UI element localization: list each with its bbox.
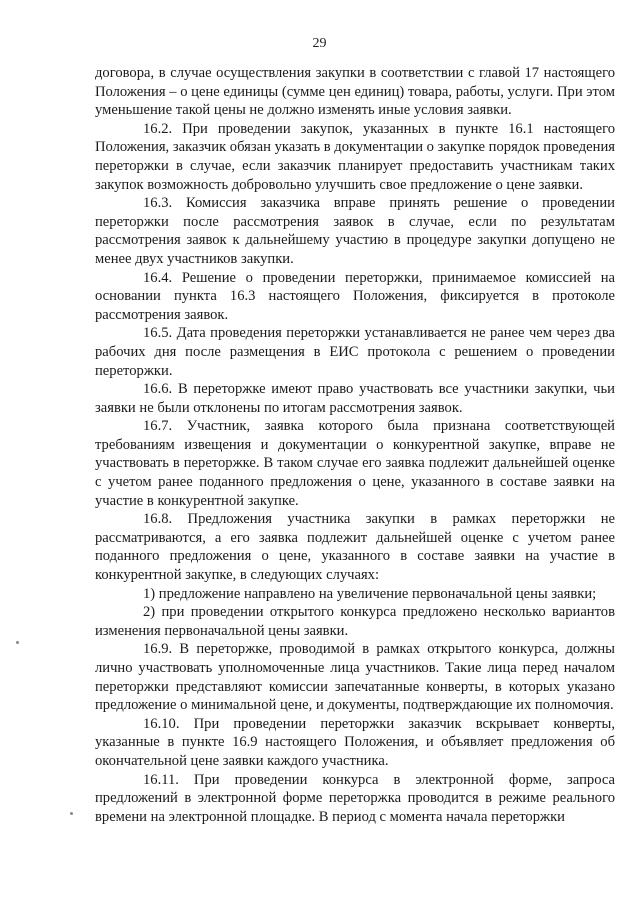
paragraph-continuation: договора, в случае осуществления закупки в соответствии с главой 17 настоящего Положения – о цене единицы (сумме цен единиц) товара, работы, услуги. При этом уменьшение такой цены не должно изменять иные условия заявки.	[95, 65, 615, 119]
paragraph-16-2: 16.2. При проведении закупок, указанных в пункте 16.1 настоящего Положения, заказчик обязан указать в документации о закупке порядок проведения переторжки в случае, если заказчик планирует предоставить участникам таких закупок возможность добровольно улучшить свое предложение о цене заявки.	[95, 120, 615, 193]
paragraph-16-10: 16.10. При проведении переторжки заказчик вскрывает конверты, указанные в пункте 16.9 настоящего Положения, и объявляет предложения об окончательной цене заявки каждого участника.	[95, 715, 615, 769]
paragraph-16-9: 16.9. В переторжке, проводимой в рамках открытого конкурса, должны лично участвовать уполномоченные лица участников. Такие лица перед началом переторжки представляют комиссии запечатанные конверты, в которых указано предложение о минимальной цене, и документы, подтверждающие их полномочия.	[95, 641, 615, 714]
scan-speck	[70, 812, 73, 815]
paragraph-16-5: 16.5. Дата проведения переторжки устанавливается не ранее чем через два рабочих дня после размещения в ЕИС протокола с решением о проведении переторжки.	[95, 325, 615, 379]
list-item-1: 1) предложение направлено на увеличение первоначальной цены заявки;	[143, 585, 597, 602]
page-number: 29	[312, 36, 327, 51]
paragraph-16-11: 16.11. При проведении конкурса в электронной форме, запроса предложений в электронной форме переторжка проводится в режиме реального времени на электронной площадке. В период с момента начала переторжки	[95, 771, 615, 825]
paragraph-16-6: 16.6. В переторжке имеют право участвовать все участники закупки, чьи заявки не были отклонены по итогам рассмотрения заявок.	[95, 381, 615, 416]
scan-speck	[16, 641, 19, 644]
list-item-2: 2) при проведении открытого конкурса предложено несколько вариантов изменения первоначальной цены заявки.	[95, 604, 615, 639]
document-body	[95, 64, 615, 826]
paragraph-16-4: 16.4. Решение о проведении переторжки, принимаемое комиссией на основании пункта 16.3 настоящего Положения, фиксируется в протоколе рассмотрения заявок.	[95, 269, 615, 323]
paragraph-16-8: 16.8. Предложения участника закупки в рамках переторжки не рассматриваются, а его заявка подлежит дальнейшей оценке с учетом ранее поданного предложения о цене, указанного в составе заявки на участие в конкурентной закупке, в следующих случаях:	[95, 511, 615, 584]
paragraph-16-7: 16.7. Участник, заявка которого была признана соответствующей требованиям извещения и документации о конкурентной закупке, вправе не участвовать в переторжке. В таком случае его заявка подлежит дальнейшей оценке с учетом ранее поданного предложения о цене, указанного в составе заявки на участие в конкурентной закупке.	[95, 418, 615, 509]
paragraph-16-3: 16.3. Комиссия заказчика вправе принять решение о проведении переторжки после рассмотрения заявок в случае, если по результатам рассмотрения заявок к дальнейшему участию в процедуре закупки допущено не менее двух участников закупки.	[95, 195, 615, 267]
